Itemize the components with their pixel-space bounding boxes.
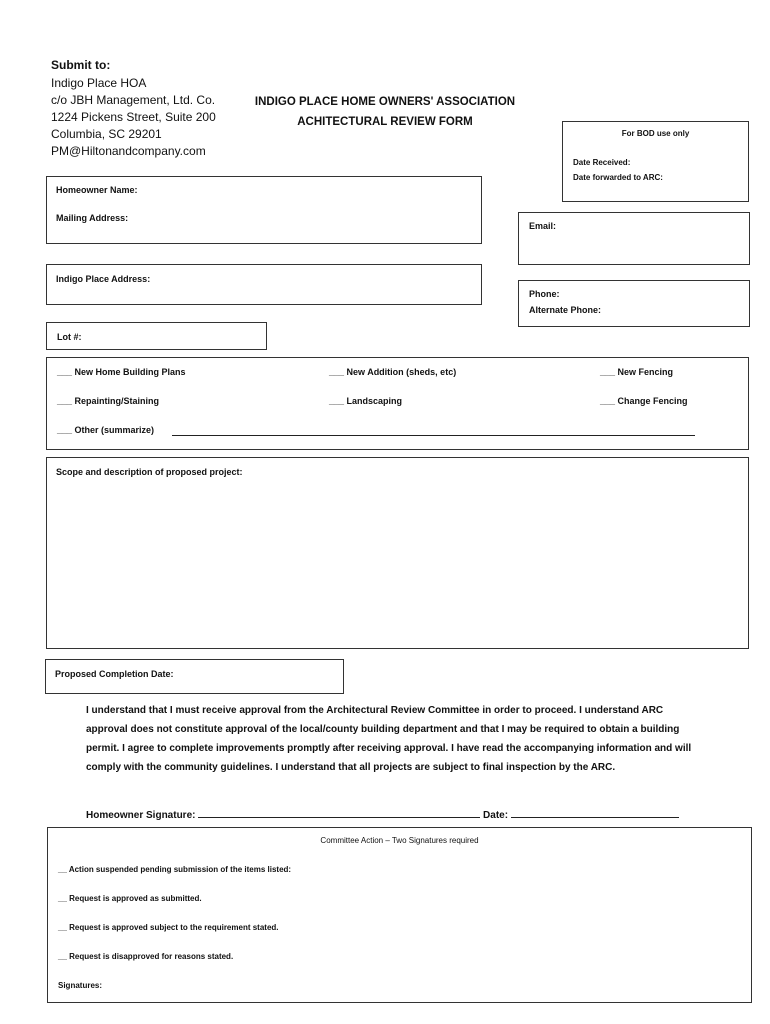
completion-date-label: Proposed Completion Date: xyxy=(55,669,174,679)
signature-date-label: Date: xyxy=(483,810,509,821)
option-repainting[interactable]: ___ Repainting/Staining xyxy=(57,396,160,406)
bod-title: For BOD use only xyxy=(621,129,690,138)
scope-field[interactable] xyxy=(46,457,749,649)
email-field[interactable] xyxy=(518,212,750,265)
committee-title: Committee Action – Two Signatures required xyxy=(320,836,479,845)
alt-phone-label: Alternate Phone: xyxy=(529,305,602,315)
lot-field[interactable] xyxy=(46,322,267,350)
indigo-address-label: Indigo Place Address: xyxy=(56,274,151,284)
submit-to-title: Submit to: xyxy=(51,58,111,72)
bod-date-received: Date Received: xyxy=(573,158,631,167)
homeowner-signature-row xyxy=(86,808,679,821)
phone-label: Phone: xyxy=(529,289,560,299)
submit-line-email: PM@Hiltonandcompany.com xyxy=(51,144,206,158)
committee-item-suspended[interactable]: __ Action suspended pending submission of the items listed: xyxy=(58,865,292,874)
submit-line-care-of: c/o JBH Management, Ltd. Co. xyxy=(51,93,216,107)
form-title-line1: INDIGO PLACE HOME OWNERS' ASSOCIATION xyxy=(254,96,516,108)
option-new-fencing[interactable]: ___ New Fencing xyxy=(600,367,674,377)
project-type-box xyxy=(46,357,749,450)
homeowner-name-label: Homeowner Name: xyxy=(56,185,138,195)
email-label: Email: xyxy=(529,221,557,231)
committee-item-approved[interactable]: __ Request is approved as submitted. xyxy=(58,894,202,903)
acknowledgement-text: I understand that I must receive approval from the Architectural Review Committee in order to proceed. I understand ARC approval does not constitute approval of the local/county building department and that I may be required to obtain a building permit. I agree to complete improvements promptly after receiving approval. I have read the accompanying information and will comply with the community guidelines. I understand that all projects are subject to final inspection by the ARC. xyxy=(86,705,692,773)
submit-line-city: Columbia, SC 29201 xyxy=(51,127,162,141)
homeowner-signature-line[interactable] xyxy=(198,808,480,818)
other-summary-line[interactable] xyxy=(172,435,695,436)
option-new-addition[interactable]: ___ New Addition (sheds, etc) xyxy=(329,367,457,377)
option-other[interactable]: ___ Other (summarize) xyxy=(57,425,155,435)
option-change-fencing[interactable]: ___ Change Fencing xyxy=(600,396,688,406)
committee-signatures-label: Signatures: xyxy=(58,981,103,990)
scope-label: Scope and description of proposed project: xyxy=(56,467,243,477)
submit-line-street: 1224 Pickens Street, Suite 200 xyxy=(51,110,216,124)
homeowner-signature-label: Homeowner Signature: xyxy=(86,810,196,821)
mailing-address-label: Mailing Address: xyxy=(56,213,129,223)
option-new-home[interactable]: ___ New Home Building Plans xyxy=(57,367,186,377)
bod-date-forwarded: Date forwarded to ARC: xyxy=(573,173,663,182)
signature-date-line[interactable] xyxy=(511,808,679,818)
committee-action-box xyxy=(47,827,752,1003)
form-title-line2: ACHITECTURAL REVIEW FORM xyxy=(297,116,473,128)
homeowner-box[interactable] xyxy=(46,176,482,244)
completion-date-field[interactable] xyxy=(45,659,344,694)
indigo-address-field[interactable] xyxy=(46,264,482,305)
committee-item-approved-subject[interactable]: __ Request is approved subject to the requirement stated. xyxy=(58,923,279,932)
option-landscaping[interactable]: ___ Landscaping xyxy=(329,396,403,406)
bod-use-box xyxy=(562,121,749,202)
phone-field[interactable] xyxy=(518,280,750,327)
submit-line-name: Indigo Place HOA xyxy=(51,76,147,90)
lot-label: Lot #: xyxy=(57,332,82,342)
committee-item-disapproved[interactable]: __ Request is disapproved for reasons stated. xyxy=(58,952,234,961)
